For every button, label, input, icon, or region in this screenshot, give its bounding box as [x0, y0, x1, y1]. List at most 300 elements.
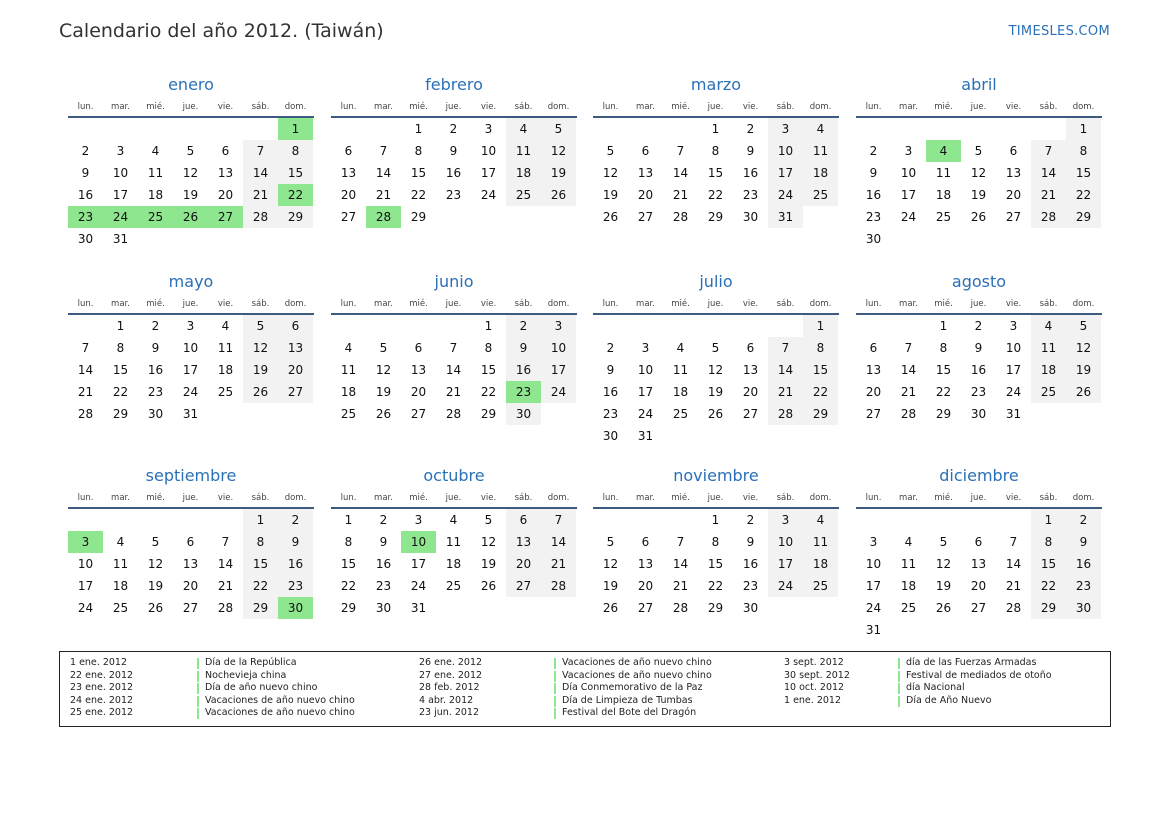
day-cell: 17 [410, 557, 427, 571]
day-cell: 11 [935, 166, 952, 180]
day-cell: 16 [375, 557, 392, 571]
day-cell: 10 [900, 166, 917, 180]
day-cell: 6 [641, 144, 650, 158]
legend-marker [898, 696, 900, 707]
day-cell: 30 [602, 429, 619, 443]
day-cell: 14 [900, 363, 917, 377]
day-cell: 25 [112, 601, 129, 615]
weekday-label: dom. [284, 299, 307, 309]
weekday-label: sáb. [776, 493, 795, 503]
day-cell: 21 [777, 385, 794, 399]
weekday-label: dom. [809, 102, 832, 112]
day-cell: 22 [935, 385, 952, 399]
day-cell: 11 [340, 363, 357, 377]
day-cell: 4 [676, 341, 685, 355]
day-cell: 16 [515, 363, 532, 377]
day-cell: 1 [711, 122, 720, 136]
day-cell: 16 [970, 363, 987, 377]
weekday-header [331, 298, 577, 310]
day-cell: 3 [554, 319, 563, 333]
day-cell: 9 [974, 341, 983, 355]
weekday-label: vie. [742, 299, 759, 309]
day-cell: 5 [606, 144, 615, 158]
legend-date: 25 ene. 2012 [70, 707, 134, 719]
day-cell: 10 [777, 144, 794, 158]
day-cell: 15 [1075, 166, 1092, 180]
day-cell: 18 [935, 188, 952, 202]
brand-link[interactable]: TIMESLES.COM [1008, 24, 1110, 39]
day-cell: 15 [252, 557, 269, 571]
day-cell: 24 [1005, 385, 1022, 399]
day-cell: 4 [904, 535, 913, 549]
day-cell: 15 [112, 363, 129, 377]
holiday-day-cell: 28 [366, 206, 401, 228]
day-cell: 12 [182, 166, 199, 180]
day-cell: 21 [77, 385, 94, 399]
day-cell: 10 [480, 144, 497, 158]
weekday-label: mar. [899, 299, 918, 309]
day-cell: 6 [519, 513, 528, 527]
day-cell: 12 [147, 557, 164, 571]
day-cell: 15 [287, 166, 304, 180]
legend-holiday-name: Vacaciones de año nuevo chino [562, 657, 712, 668]
day-cell: 25 [1040, 385, 1057, 399]
day-cell: 23 [147, 385, 164, 399]
weekday-label: jue. [707, 102, 724, 112]
holiday-day-cell: 4 [926, 140, 961, 162]
month-name: agosto [951, 272, 1007, 291]
day-cell: 6 [746, 341, 755, 355]
day-cell: 22 [410, 188, 427, 202]
day-cell: 26 [602, 601, 619, 615]
day-cell: 27 [287, 385, 304, 399]
weekday-label: sáb. [776, 102, 795, 112]
day-cell: 16 [445, 166, 462, 180]
weekday-label: vie. [1005, 493, 1022, 503]
day-cell: 8 [256, 535, 265, 549]
weekday-label: lun. [602, 493, 619, 503]
weekday-label: mar. [636, 299, 655, 309]
day-cell: 11 [217, 341, 234, 355]
day-cell: 19 [935, 579, 952, 593]
weekday-label: dom. [547, 299, 570, 309]
day-cell: 9 [291, 535, 300, 549]
day-cell: 8 [939, 341, 948, 355]
day-cell: 3 [414, 513, 423, 527]
day-cell: 17 [777, 557, 794, 571]
day-cell: 22 [480, 385, 497, 399]
day-cell: 3 [641, 341, 650, 355]
day-cell: 19 [707, 385, 724, 399]
day-cell: 30 [375, 601, 392, 615]
day-cell: 21 [375, 188, 392, 202]
day-cell: 5 [974, 144, 983, 158]
holiday-day-cell: 10 [401, 531, 436, 553]
day-cell: 9 [1079, 535, 1088, 549]
weekday-label: lun. [865, 493, 882, 503]
day-cell: 1 [256, 513, 265, 527]
day-cell: 27 [637, 601, 654, 615]
day-cell: 20 [515, 557, 532, 571]
day-cell: 5 [1079, 319, 1088, 333]
day-cell: 25 [812, 579, 829, 593]
day-cell: 23 [287, 579, 304, 593]
day-cell: 12 [602, 166, 619, 180]
day-cell: 22 [707, 579, 724, 593]
day-cell: 28 [445, 407, 462, 421]
day-cell: 8 [816, 341, 825, 355]
day-cell: 20 [865, 385, 882, 399]
day-cell: 2 [519, 319, 528, 333]
day-cell: 7 [1044, 144, 1053, 158]
weekday-label: jue. [182, 493, 199, 503]
legend-marker [554, 658, 556, 669]
day-cell: 28 [252, 210, 269, 224]
legend-date: 23 jun. 2012 [419, 707, 480, 719]
day-cell: 27 [340, 210, 357, 224]
weekday-label: vie. [742, 493, 759, 503]
legend-date: 26 ene. 2012 [419, 657, 483, 668]
day-cell: 29 [812, 407, 829, 421]
day-cell: 17 [77, 579, 94, 593]
holiday-day-cell: 26 [173, 206, 208, 228]
day-cell: 24 [637, 407, 654, 421]
day-cell: 29 [112, 407, 129, 421]
day-cell: 5 [554, 122, 563, 136]
weekday-label: dom. [284, 102, 307, 112]
day-cell: 9 [151, 341, 160, 355]
day-cell: 19 [375, 385, 392, 399]
day-cell: 29 [252, 601, 269, 615]
day-cell: 21 [217, 579, 234, 593]
day-cell: 25 [515, 188, 532, 202]
day-cell: 26 [602, 210, 619, 224]
day-cell: 9 [746, 535, 755, 549]
day-cell: 24 [182, 385, 199, 399]
day-cell: 15 [812, 363, 829, 377]
day-cell: 7 [904, 341, 913, 355]
weekday-label: mar. [636, 493, 655, 503]
day-cell: 9 [606, 363, 615, 377]
day-cell: 11 [1040, 341, 1057, 355]
day-cell: 17 [1005, 363, 1022, 377]
day-cell: 3 [869, 535, 878, 549]
day-cell: 3 [186, 319, 195, 333]
day-cell: 3 [116, 144, 125, 158]
day-cell: 19 [182, 188, 199, 202]
day-cell: 24 [550, 385, 567, 399]
day-cell: 19 [147, 579, 164, 593]
weekday-label: mié. [934, 493, 953, 503]
day-cell: 17 [865, 579, 882, 593]
day-cell: 18 [812, 166, 829, 180]
weekday-label: mié. [934, 102, 953, 112]
day-cell: 7 [676, 535, 685, 549]
day-cell: 13 [742, 363, 759, 377]
weekday-header [593, 101, 839, 113]
day-cell: 7 [781, 341, 790, 355]
weekday-label: mié. [934, 299, 953, 309]
month-name: abril [961, 75, 997, 94]
day-cell: 6 [414, 341, 423, 355]
day-cell: 8 [711, 144, 720, 158]
day-cell: 11 [812, 535, 829, 549]
weekday-label: mar. [111, 493, 130, 503]
day-cell: 23 [445, 188, 462, 202]
day-cell: 18 [672, 385, 689, 399]
day-cell: 24 [777, 188, 794, 202]
day-cell: 18 [515, 166, 532, 180]
day-cell: 23 [742, 188, 759, 202]
day-cell: 5 [711, 341, 720, 355]
day-cell: 4 [816, 122, 825, 136]
month-name: noviembre [673, 466, 759, 485]
weekday-header [331, 492, 577, 504]
weekday-label: jue. [445, 493, 462, 503]
day-cell: 4 [221, 319, 230, 333]
day-cell: 10 [112, 166, 129, 180]
day-cell: 27 [970, 601, 987, 615]
day-cell: 23 [970, 385, 987, 399]
day-cell: 11 [445, 535, 462, 549]
day-cell: 8 [291, 144, 300, 158]
weekday-label: lun. [340, 102, 357, 112]
day-cell: 12 [550, 144, 567, 158]
day-cell: 28 [77, 407, 94, 421]
day-cell: 27 [410, 407, 427, 421]
day-cell: 13 [217, 166, 234, 180]
day-cell: 21 [252, 188, 269, 202]
day-cell: 28 [900, 407, 917, 421]
weekday-header [593, 492, 839, 504]
legend-holiday-name: día Nacional [906, 682, 965, 694]
day-cell: 27 [742, 407, 759, 421]
day-cell: 6 [291, 319, 300, 333]
weekday-label: mar. [374, 102, 393, 112]
day-cell: 9 [519, 341, 528, 355]
day-cell: 18 [812, 557, 829, 571]
day-cell: 9 [81, 166, 90, 180]
weekday-label: dom. [809, 493, 832, 503]
day-cell: 10 [182, 341, 199, 355]
day-cell: 21 [1005, 579, 1022, 593]
day-cell: 26 [375, 407, 392, 421]
weekday-label: lun. [340, 299, 357, 309]
legend-holiday-name: Vacaciones de año nuevo chino [205, 694, 355, 706]
legend-holiday-name: día de las Fuerzas Armadas [906, 657, 1037, 668]
weekday-label: sáb. [251, 493, 270, 503]
day-cell: 8 [711, 535, 720, 549]
holiday-day-cell: 23 [68, 206, 103, 228]
weekday-label: mié. [146, 299, 165, 309]
weekday-label: dom. [547, 102, 570, 112]
day-cell: 20 [217, 188, 234, 202]
weekday-label: sáb. [776, 299, 795, 309]
day-cell: 2 [974, 319, 983, 333]
day-cell: 6 [1009, 144, 1018, 158]
day-cell: 28 [672, 601, 689, 615]
legend-marker [554, 683, 556, 694]
day-cell: 13 [1005, 166, 1022, 180]
day-cell: 25 [935, 210, 952, 224]
weekday-label: jue. [445, 299, 462, 309]
day-cell: 11 [900, 557, 917, 571]
legend-marker [554, 671, 556, 682]
holiday-day-cell: 1 [278, 118, 313, 140]
day-cell: 1 [1044, 513, 1053, 527]
legend-marker [197, 708, 199, 719]
month-name: septiembre [145, 466, 237, 485]
legend-holiday-name: Festival del Bote del Dragón [562, 707, 697, 719]
weekday-header [856, 298, 1102, 310]
day-cell: 29 [935, 407, 952, 421]
weekday-label: mié. [409, 102, 428, 112]
day-cell: 15 [707, 557, 724, 571]
day-cell: 12 [707, 363, 724, 377]
weekday-label: jue. [182, 102, 199, 112]
day-cell: 1 [939, 319, 948, 333]
weekday-label: dom. [547, 493, 570, 503]
weekday-label: sáb. [514, 493, 533, 503]
day-cell: 25 [812, 188, 829, 202]
legend-holiday-name: Día de Año Nuevo [906, 694, 992, 706]
month-name: febrero [425, 75, 483, 94]
weekday-label: mié. [409, 493, 428, 503]
day-cell: 5 [256, 319, 265, 333]
legend-marker [197, 696, 199, 707]
day-cell: 11 [515, 144, 532, 158]
day-cell: 25 [900, 601, 917, 615]
day-cell: 20 [340, 188, 357, 202]
weekday-label: mar. [899, 493, 918, 503]
holiday-day-cell: 22 [278, 184, 313, 206]
day-cell: 15 [707, 166, 724, 180]
holiday-day-cell: 24 [103, 206, 138, 228]
day-cell: 30 [515, 407, 532, 421]
weekday-label: lun. [602, 299, 619, 309]
day-cell: 5 [484, 513, 493, 527]
day-cell: 17 [480, 166, 497, 180]
day-cell: 20 [410, 385, 427, 399]
month-name: marzo [690, 75, 742, 94]
day-cell: 8 [116, 341, 125, 355]
day-cell: 16 [287, 557, 304, 571]
legend-holiday-name: Vacaciones de año nuevo chino [205, 707, 355, 719]
day-cell: 5 [151, 535, 160, 549]
day-cell: 30 [1075, 601, 1092, 615]
day-cell: 11 [147, 166, 164, 180]
day-cell: 31 [112, 232, 129, 246]
weekday-label: lun. [77, 493, 94, 503]
weekday-label: vie. [1005, 102, 1022, 112]
day-cell: 6 [869, 341, 878, 355]
weekday-label: dom. [809, 299, 832, 309]
day-cell: 8 [484, 341, 493, 355]
day-cell: 24 [777, 579, 794, 593]
day-cell: 10 [1005, 341, 1022, 355]
day-cell: 15 [480, 363, 497, 377]
day-cell: 11 [672, 363, 689, 377]
day-cell: 31 [182, 407, 199, 421]
holiday-day-cell: 30 [278, 597, 313, 619]
day-cell: 19 [480, 557, 497, 571]
day-cell: 14 [375, 166, 392, 180]
weekday-label: jue. [707, 493, 724, 503]
legend-holiday-name: Día de la República [205, 657, 297, 668]
day-cell: 12 [935, 557, 952, 571]
day-cell: 21 [550, 557, 567, 571]
day-cell: 31 [777, 210, 794, 224]
day-cell: 13 [182, 557, 199, 571]
day-cell: 7 [554, 513, 563, 527]
day-cell: 22 [1040, 579, 1057, 593]
day-cell: 24 [900, 210, 917, 224]
day-cell: 15 [340, 557, 357, 571]
day-cell: 27 [515, 579, 532, 593]
month-name: mayo [168, 272, 214, 291]
day-cell: 22 [340, 579, 357, 593]
day-cell: 17 [900, 188, 917, 202]
day-cell: 10 [77, 557, 94, 571]
day-cell: 25 [217, 385, 234, 399]
weekday-label: mar. [111, 102, 130, 112]
day-cell: 6 [974, 535, 983, 549]
weekday-label: sáb. [514, 102, 533, 112]
weekday-label: mié. [671, 493, 690, 503]
day-cell: 6 [186, 535, 195, 549]
day-cell: 25 [340, 407, 357, 421]
day-cell: 16 [742, 557, 759, 571]
day-cell: 13 [410, 363, 427, 377]
day-cell: 11 [812, 144, 829, 158]
day-cell: 19 [602, 188, 619, 202]
day-cell: 20 [287, 363, 304, 377]
day-cell: 29 [340, 601, 357, 615]
day-cell: 14 [252, 166, 269, 180]
weekday-label: lun. [602, 102, 619, 112]
legend-date: 1 ene. 2012 [784, 694, 841, 706]
day-cell: 27 [637, 210, 654, 224]
legend-marker [197, 658, 199, 669]
weekday-label: mié. [671, 102, 690, 112]
day-cell: 3 [781, 122, 790, 136]
day-cell: 13 [515, 535, 532, 549]
day-cell: 8 [414, 144, 423, 158]
day-cell: 28 [1040, 210, 1057, 224]
day-cell: 6 [641, 535, 650, 549]
legend-holiday-name: Festival de mediados de otoño [906, 669, 1052, 681]
legend-marker [898, 658, 900, 669]
day-cell: 22 [707, 188, 724, 202]
day-cell: 23 [742, 579, 759, 593]
day-cell: 30 [77, 232, 94, 246]
day-cell: 22 [112, 385, 129, 399]
day-cell: 22 [1075, 188, 1092, 202]
day-cell: 30 [742, 210, 759, 224]
day-cell: 14 [550, 535, 567, 549]
weekday-label: dom. [1072, 493, 1095, 503]
weekday-label: mar. [374, 493, 393, 503]
weekday-label: vie. [217, 102, 234, 112]
day-cell: 2 [746, 513, 755, 527]
day-cell: 3 [1009, 319, 1018, 333]
day-cell: 7 [379, 144, 388, 158]
weekday-label: sáb. [251, 299, 270, 309]
day-cell: 19 [1075, 363, 1092, 377]
legend-date: 27 ene. 2012 [419, 669, 483, 681]
day-cell: 15 [1040, 557, 1057, 571]
day-cell: 16 [865, 188, 882, 202]
